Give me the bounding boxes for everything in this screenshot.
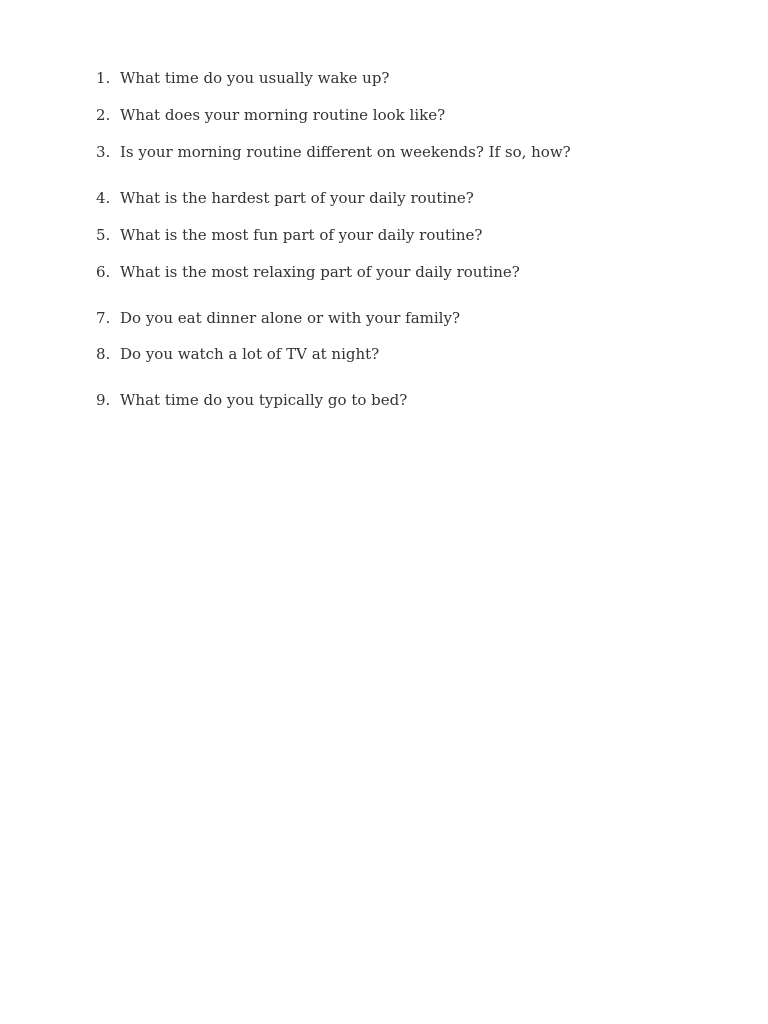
question-text: What is the most relaxing part of your daily routine? <box>120 263 520 281</box>
question-text: What does your morning routine look like? <box>120 106 446 124</box>
question-number: 8. <box>96 345 111 363</box>
question-text: What time do you usually wake up? <box>120 69 390 87</box>
question-text: What time do you typically go to bed? <box>120 391 408 409</box>
question-text: Do you watch a lot of TV at night? <box>120 345 380 363</box>
question-number: 3. <box>96 143 111 161</box>
question-text: Is your morning routine different on weekends? If so, how? <box>120 143 571 161</box>
question-text: What is the most fun part of your daily routine? <box>120 226 483 244</box>
question-number: 5. <box>96 226 111 244</box>
question-number: 6. <box>96 263 111 281</box>
question-number: 1. <box>96 69 111 87</box>
question-number: 4. <box>96 189 111 207</box>
question-number: 7. <box>96 309 111 327</box>
question-number: 9. <box>96 391 111 409</box>
question-text: Do you eat dinner alone or with your family? <box>120 309 460 327</box>
question-text: What is the hardest part of your daily routine? <box>120 189 474 207</box>
question-number: 2. <box>96 106 111 124</box>
